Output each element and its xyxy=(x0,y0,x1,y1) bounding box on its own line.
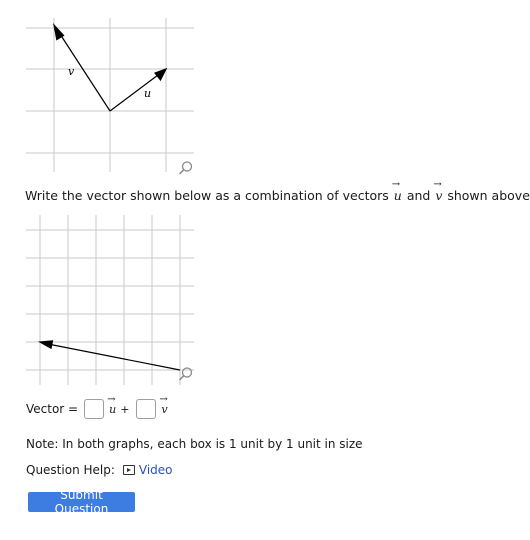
submit-question-button[interactable]: Submit Question xyxy=(28,492,135,512)
question-prompt xyxy=(25,179,530,203)
arrow-icon: → xyxy=(433,179,442,190)
graph-top-grid xyxy=(26,18,194,172)
target-vector-arrowhead xyxy=(40,341,53,348)
magnifier-icon[interactable] xyxy=(178,366,194,382)
video-link-label: Video xyxy=(138,463,173,477)
coefficient-u-input[interactable] xyxy=(84,399,104,419)
vector-label: Vector = xyxy=(26,402,79,416)
answer-vector-u: → u xyxy=(107,393,117,416)
prompt-text-after: shown above xyxy=(443,188,530,203)
prompt-text-and: and xyxy=(402,188,435,203)
vector-u-label: u xyxy=(144,87,152,100)
graph-bottom-grid xyxy=(26,215,194,385)
coefficient-v-input[interactable] xyxy=(136,399,156,419)
note-text: Note: In both graphs, each box is 1 unit by 1 unit in size xyxy=(26,437,363,451)
prompt-text-before: Write the vector shown below as a combination of vectors xyxy=(25,188,393,203)
answer-row xyxy=(26,393,169,419)
play-icon xyxy=(123,465,135,475)
graph-bottom xyxy=(0,210,474,390)
answer-vector-v: → v xyxy=(159,393,168,416)
video-link[interactable] xyxy=(123,463,173,477)
question-help-label: Question Help: xyxy=(26,463,115,477)
arrow-icon: → xyxy=(391,179,401,190)
question-help xyxy=(26,463,173,477)
vector-v-label: v xyxy=(68,65,75,78)
graph-top xyxy=(0,0,474,180)
arrow-icon: → xyxy=(159,393,168,405)
vector-u-symbol: → u xyxy=(391,179,402,203)
vector-u-arrowhead xyxy=(155,69,166,80)
plus-sign: + xyxy=(120,402,130,416)
vector-v-symbol: → v xyxy=(433,179,443,203)
arrow-icon: → xyxy=(107,393,116,405)
magnifier-icon[interactable] xyxy=(178,160,194,176)
